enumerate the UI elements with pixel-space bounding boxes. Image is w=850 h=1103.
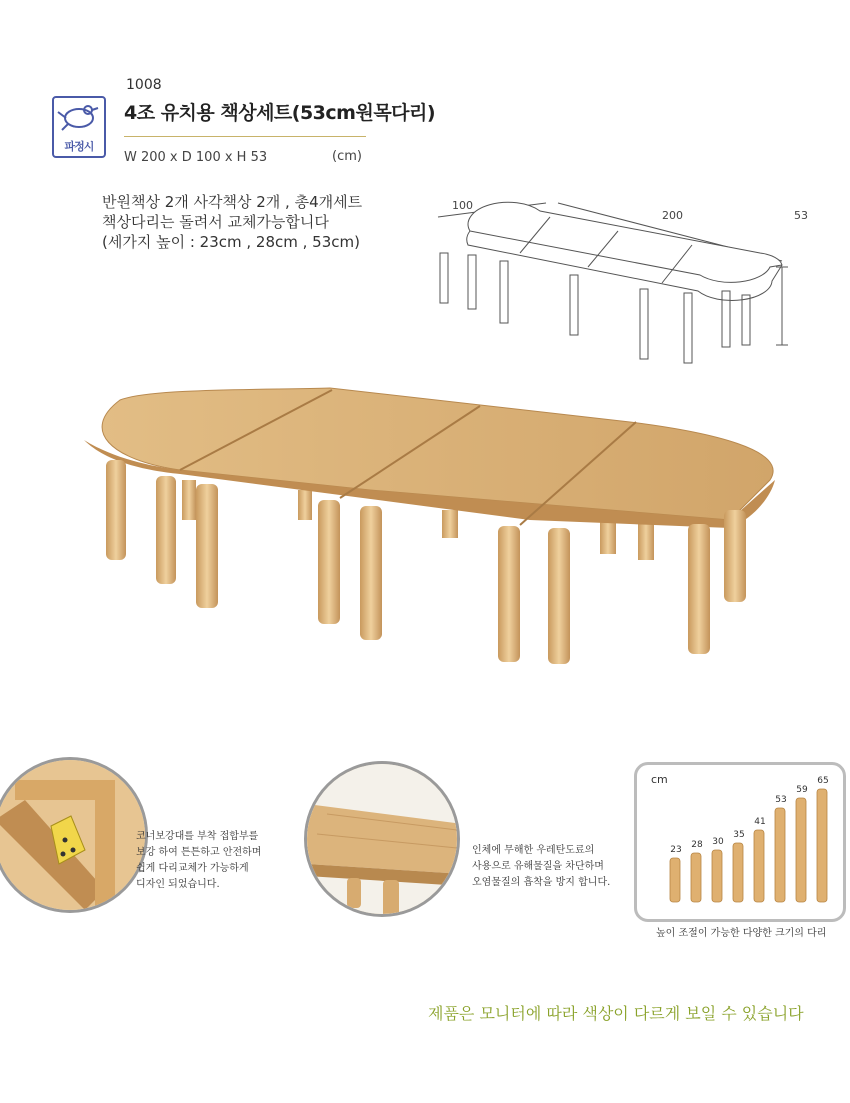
product-description (102, 192, 362, 252)
surface-finish-description (472, 843, 610, 891)
detail-line: 사용으로 유해물질을 차단하며 (472, 861, 604, 872)
tabletop-finish-image (307, 764, 460, 917)
description-line: 책상다리는 돌려서 교체가능합니다 (102, 213, 329, 231)
corner-brace-image (0, 760, 148, 913)
leg-sizes-caption: 높이 조절이 가능한 다양한 크기의 다리 (656, 928, 827, 939)
brand-logo (52, 96, 106, 158)
detail-line: 쉽게 다리교체가 가능하게 (136, 863, 249, 874)
corner-brace-detail-photo (0, 757, 148, 913)
leg-size-label: 28 (691, 840, 703, 850)
bird-icon (54, 98, 104, 138)
leg-size-unit: cm (651, 773, 668, 786)
logo-text: 파정시 (64, 140, 94, 153)
leg-size-label: 53 (775, 795, 787, 805)
leg-size-label: 23 (670, 845, 682, 855)
leg-size-label: 30 (712, 837, 724, 847)
detail-line: 인체에 무해한 우레탄도료의 (472, 845, 595, 856)
detail-line: 오염물질의 흡착을 방지 합니다. (472, 877, 611, 888)
width-label: 200 (662, 209, 683, 222)
detail-line: 코너보강대를 부착 접합부를 (136, 831, 259, 842)
leg-size-label: 59 (796, 785, 808, 795)
leg-sizes-image (634, 762, 846, 922)
color-notice: 제품은 모니터에 따라 색상이 다르게 보일 수 있습니다 (428, 1004, 804, 1023)
product-photo (70, 380, 790, 680)
corner-brace-description (136, 829, 261, 893)
leg-size-label: 65 (817, 776, 829, 786)
height-label: 53 (794, 209, 808, 222)
title-divider (124, 136, 366, 137)
depth-label: 100 (452, 199, 473, 212)
dimension-diagram (430, 195, 830, 380)
leg-sizes-panel (634, 762, 846, 922)
description-line: (세가지 높이 : 23cm , 28cm , 53cm) (102, 233, 360, 251)
leg-size-label: 35 (733, 830, 745, 840)
leg-size-label: 41 (754, 817, 766, 827)
table-set-image (70, 380, 790, 680)
surface-finish-detail-photo (304, 761, 460, 917)
detail-line: 디자인 되었습니다. (136, 879, 220, 890)
dimensions-unit: (cm) (332, 149, 362, 164)
product-title: 4조 유치용 책상세트(53cm원목다리) (124, 102, 436, 124)
product-code: 1008 (126, 77, 162, 93)
product-dimensions: W 200 x D 100 x H 53 (124, 150, 268, 165)
detail-line: 보강 하여 튼튼하고 안전하며 (136, 847, 262, 858)
description-line: 반원책상 2개 사각책상 2개 , 총4개세트 (102, 193, 363, 211)
table-outline-drawing (430, 195, 830, 380)
